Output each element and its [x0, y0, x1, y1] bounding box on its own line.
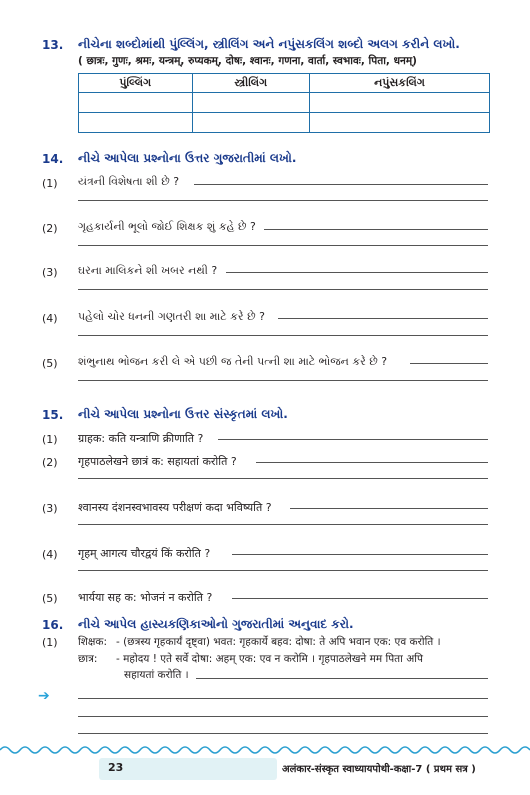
answer-line[interactable]: [78, 478, 488, 479]
arrow-icon: ➔: [38, 688, 50, 704]
q15-heading: નીચે આપેલા પ્રશ્નોના ઉત્તર સંસ્કૃતમાં લખો.: [78, 407, 288, 421]
q14-item-number: (4): [42, 312, 58, 325]
answer-cell[interactable]: [192, 93, 309, 113]
gender-classification-table: [78, 73, 490, 133]
q15-number: 15.: [42, 408, 64, 422]
q14-item-number: (1): [42, 177, 58, 190]
student-line-continued: सहायतां करोति ।: [124, 669, 189, 681]
q15-item-number: (4): [42, 548, 58, 561]
q14-item-number: (5): [42, 357, 58, 370]
answer-cell[interactable]: [79, 93, 193, 113]
answer-line[interactable]: [264, 229, 488, 230]
q15-item-text: भार्यया सह क: भोजनं न करोति ?: [78, 591, 213, 604]
q14-item-number: (2): [42, 222, 58, 235]
q15-item-text: गृहम् आगत्य चौरद्वयं किं करोति ?: [78, 547, 211, 560]
book-title: अलंकार-संस्कृत स्वाध्यायपोथी-कक्षा-7 ( प्रथम सत्र ): [282, 764, 476, 775]
q13-heading: નીચેના શબ્દોમાંથી પુંલ્લિંગ, સ્ત્રીલિંગ અને નપુંસકલિંગ શબ્દો અલગ કરીને લખો.: [78, 37, 460, 51]
answer-line[interactable]: [278, 318, 488, 319]
student-label: छात्र:: [78, 653, 98, 665]
answer-line[interactable]: [290, 508, 488, 509]
answer-cell[interactable]: [79, 113, 193, 133]
q16-item-number: (1): [42, 636, 58, 649]
q14-number: 14.: [42, 152, 64, 166]
teacher-line: - (छत्रस्य गृहकार्यं दृष्ट्वा) भवत: गृहकार्ये बहव: दोषा: ते अपि भवान एक: एव करोति ।: [116, 636, 441, 648]
q16-number: 16.: [42, 618, 64, 632]
answer-line[interactable]: [78, 200, 488, 201]
answer-line[interactable]: [78, 733, 488, 734]
student-line: - महोदय ! एते सर्वे दोषा: अहम् एक: एव न करोमि । गृहपाठलेखने मम पिता अपि: [116, 653, 423, 665]
q14-item-number: (3): [42, 266, 58, 279]
q16-heading: નીચે આપેલ હાસ્યકણિકાઓનો ગુજરાતીમાં અનુવાદ કરો.: [78, 617, 354, 631]
q14-item-text: ઘરના માલિકને શી ખબર નથી ?: [78, 264, 218, 277]
answer-line[interactable]: [78, 245, 488, 246]
q13-word-list: ( छात्रः, गुणः, श्रमः, यन्त्रम्, रुप्यकम्, दोषः, श्वानः, गणना, वार्ता, स्वभावः, पिता, धनम्): [78, 55, 417, 67]
answer-line[interactable]: [410, 363, 488, 364]
q15-item-number: (3): [42, 502, 58, 515]
q15-item-number: (2): [42, 456, 58, 469]
column-masculine: પુંલ્લિંગ: [79, 74, 193, 93]
q15-item-text: ग्राहक: कति यन्त्राणि क्रीणाति ?: [78, 432, 204, 445]
answer-line[interactable]: [78, 289, 488, 290]
answer-cell[interactable]: [309, 93, 489, 113]
answer-line[interactable]: [256, 462, 488, 463]
q15-item-number: (5): [42, 592, 58, 605]
q14-item-text: પહેલો ચોર ધનની ગણતરી શા માટે કરે છે ?: [78, 310, 265, 323]
answer-line[interactable]: [78, 524, 488, 525]
answer-line[interactable]: [78, 698, 488, 699]
answer-cell[interactable]: [192, 113, 309, 133]
answer-line[interactable]: [78, 380, 488, 381]
q14-item-text: ગૃહકાર્યની ભૂલો જોઈ શિક્ષક શું કહે છે ?: [78, 220, 256, 233]
answer-line[interactable]: [196, 678, 488, 679]
q13-number: 13.: [42, 38, 64, 52]
column-neuter: નપુંસકલિંગ: [309, 74, 489, 93]
answer-cell[interactable]: [309, 113, 489, 133]
answer-line[interactable]: [194, 184, 488, 185]
column-feminine: સ્ત્રીલિંગ: [192, 74, 309, 93]
answer-line[interactable]: [232, 598, 488, 599]
answer-line[interactable]: [226, 272, 488, 273]
answer-line[interactable]: [78, 570, 488, 571]
q15-item-text: गृहपाठलेखने छात्रं क: सहायतां करोति ?: [78, 455, 237, 468]
footer-wave-border: [0, 744, 530, 756]
answer-line[interactable]: [232, 554, 488, 555]
answer-line[interactable]: [78, 335, 488, 336]
answer-line[interactable]: [218, 439, 488, 440]
page-number: 23: [108, 761, 124, 774]
teacher-label: शिक्षक:: [78, 636, 107, 648]
q15-item-number: (1): [42, 433, 58, 446]
page-number-bar: [99, 758, 277, 780]
answer-line[interactable]: [78, 716, 488, 717]
q15-item-text: श्वानस्य दंशनस्वभावस्य परीक्षणं कदा भविष्यति ?: [78, 501, 272, 514]
q14-heading: નીચે આપેલા પ્રશ્નોના ઉત્તર ગુજરાતીમાં લખો.: [78, 151, 297, 165]
q14-item-text: શંભુનાથ ભોજન કરી લે એ પછી જ તેની પત્ની શા માટે ભોજન કરે છે ?: [78, 355, 388, 368]
q14-item-text: યંત્રની વિશેષતા શી છે ?: [78, 175, 180, 188]
